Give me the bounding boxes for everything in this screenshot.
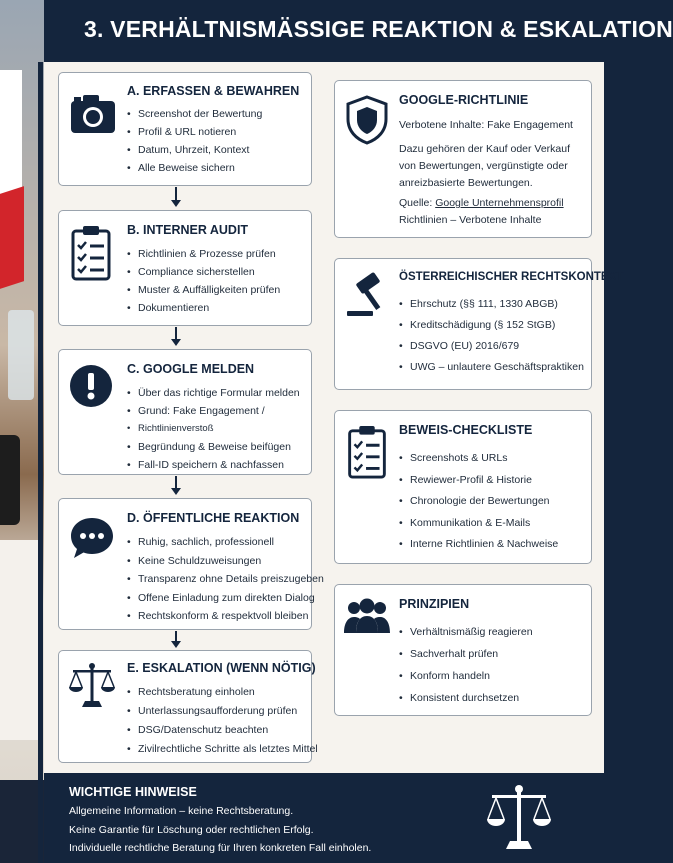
step-title-a: A. ERFASSEN & BEWAHREN bbox=[127, 84, 300, 98]
step-card-b bbox=[58, 210, 312, 326]
page-title: 3. VERHÄLTNISMÄSSIGE REAKTION & ESKALATION bbox=[84, 16, 673, 42]
gavel-icon bbox=[345, 273, 393, 317]
shield-icon bbox=[345, 95, 389, 145]
principles-title: PRINZIPIEN bbox=[399, 597, 470, 611]
step-list-a bbox=[127, 105, 262, 177]
list-item: • Alle Beweise sichern bbox=[127, 159, 262, 177]
list-item: • Compliance sicherstellen bbox=[127, 263, 280, 281]
flow-arrow bbox=[175, 476, 177, 493]
flow-arrow bbox=[175, 327, 177, 344]
step-list-b bbox=[127, 245, 280, 317]
list-item: • Screenshots & URLs bbox=[399, 448, 558, 470]
step-card-d bbox=[58, 498, 324, 630]
list-item: • Transparenz ohne Details preiszugeben bbox=[127, 570, 324, 589]
austria-title: ÖSTERREICHISCHER RECHTSKONTEXT bbox=[399, 271, 624, 283]
list-item: • Unterlassungsaufforderung prüfen bbox=[127, 702, 318, 721]
list-item: • Interne Richtlinien & Nachweise bbox=[399, 534, 558, 556]
coffee-cup bbox=[0, 435, 20, 525]
list-item: • Kommunikation & E-Mails bbox=[399, 513, 558, 535]
step-title-d: D. ÖFFENTLICHE REAKTION bbox=[127, 511, 300, 525]
list-item: • UWG – unlautere Geschäftspraktiken bbox=[399, 357, 584, 378]
google-para-line: von Bewertungen, vergünstigte oder bbox=[399, 160, 568, 172]
google-line1: Verbotene Inhalte: Fake Engagement bbox=[399, 119, 573, 131]
google-para-line: anreizbasierte Bewertungen. bbox=[399, 177, 533, 189]
list-item: • Rechtsberatung einholen bbox=[127, 683, 318, 702]
list-item: • DSG/Datenschutz beachten bbox=[127, 721, 318, 740]
step-list-e bbox=[127, 683, 318, 759]
source-prefix: Quelle: bbox=[399, 197, 436, 209]
source-line2: Richtlinien – Verbotene Inhalte bbox=[399, 214, 542, 226]
list-item: • DSGVO (EU) 2016/679 bbox=[399, 336, 584, 357]
step-title-e: E. ESKALATION (WENN NÖTIG) bbox=[127, 661, 316, 675]
list-item: • Richtlinien & Prozesse prüfen bbox=[127, 245, 280, 263]
paper-sheet bbox=[0, 540, 40, 740]
google-para-line: Dazu gehören der Kauf oder Verkauf bbox=[399, 143, 571, 155]
list-item: • Rechtskonform & respektvoll bleiben bbox=[127, 607, 324, 626]
step-card-a bbox=[58, 72, 312, 186]
camera-icon bbox=[69, 91, 117, 137]
principles-list bbox=[399, 621, 533, 709]
austrian-flag bbox=[0, 186, 24, 289]
google-para bbox=[399, 141, 570, 192]
list-item: • Fall-ID speichern & nachfassen bbox=[127, 456, 300, 474]
list-item: • Rewiewer-Profil & Historie bbox=[399, 470, 558, 492]
austria-law-card bbox=[334, 258, 624, 390]
divider-line bbox=[38, 62, 43, 863]
footer-title: WICHTIGE HINWEISE bbox=[69, 785, 197, 799]
footer-line: Keine Garantie für Löschung oder rechtlichen Erfolg. bbox=[69, 824, 314, 836]
glass-jar bbox=[8, 310, 34, 400]
scales-icon bbox=[67, 661, 117, 709]
principles-card bbox=[334, 584, 592, 716]
list-item: • Ruhig, sachlich, professionell bbox=[127, 533, 324, 552]
people-icon bbox=[343, 597, 391, 635]
list-item: • Grund: Fake Engagement / bbox=[127, 402, 300, 420]
step-list-c bbox=[127, 384, 300, 474]
list-item: • Datum, Uhrzeit, Kontext bbox=[127, 141, 262, 159]
list-item: • Offene Einladung zum direkten Dialog bbox=[127, 589, 324, 608]
evidence-checklist-card bbox=[334, 410, 592, 564]
alert-icon bbox=[69, 364, 113, 408]
footer-line: Individuelle rechtliche Beratung für Ihren konkreten Fall einholen. bbox=[69, 842, 372, 854]
clipboard-icon bbox=[347, 425, 387, 479]
list-item: • Über das richtige Formular melden bbox=[127, 384, 300, 402]
step-card-c bbox=[58, 349, 312, 475]
list-item: • Kreditschädigung (§ 152 StGB) bbox=[399, 315, 584, 336]
list-item-sub: • Richtlinienverstoß bbox=[127, 420, 300, 438]
list-item: • Muster & Auffälligkeiten prüfen bbox=[127, 281, 280, 299]
footer-line: Allgemeine Information – keine Rechtsberatung. bbox=[69, 805, 294, 817]
google-title: GOOGLE-RICHTLINIE bbox=[399, 93, 529, 107]
list-item: • Konsistent durchsetzen bbox=[399, 687, 533, 709]
list-item: • Konform handeln bbox=[399, 665, 533, 687]
google-source bbox=[399, 195, 564, 229]
austria-list bbox=[399, 294, 584, 378]
step-title-c: C. GOOGLE MELDEN bbox=[127, 362, 255, 376]
list-item: • Profil & URL notieren bbox=[127, 123, 262, 141]
google-policy-card bbox=[334, 80, 592, 238]
footer-notes bbox=[44, 773, 604, 863]
list-item: • Ehrschutz (§§ 111, 1330 ABGB) bbox=[399, 294, 584, 315]
list-item: • Begründung & Beweise beifügen bbox=[127, 438, 300, 456]
list-item: • Zivilrechtliche Schritte als letztes Mittel bbox=[127, 740, 318, 759]
checklist-list bbox=[399, 448, 558, 556]
chat-icon bbox=[69, 515, 115, 561]
list-item: • Screenshot der Bewertung bbox=[127, 105, 262, 123]
flow-arrow bbox=[175, 631, 177, 646]
flow-arrow bbox=[175, 187, 177, 205]
scales-icon bbox=[484, 783, 554, 851]
list-item: • Dokumentieren bbox=[127, 299, 280, 317]
source-link[interactable]: Google Unternehmensprofil bbox=[435, 197, 564, 209]
checklist-title: BEWEIS-CHECKLISTE bbox=[399, 423, 533, 437]
page-header bbox=[44, 0, 673, 62]
list-item: • Verhältnismäßig reagieren bbox=[399, 621, 533, 643]
clipboard-icon bbox=[71, 225, 111, 281]
list-item: • Keine Schuldzuweisungen bbox=[127, 552, 324, 571]
step-title-b: B. INTERNER AUDIT bbox=[127, 223, 249, 237]
list-item: • Chronologie der Bewertungen bbox=[399, 491, 558, 513]
step-list-d bbox=[127, 533, 324, 626]
step-card-e bbox=[58, 650, 318, 763]
list-item: • Sachverhalt prüfen bbox=[399, 643, 533, 665]
